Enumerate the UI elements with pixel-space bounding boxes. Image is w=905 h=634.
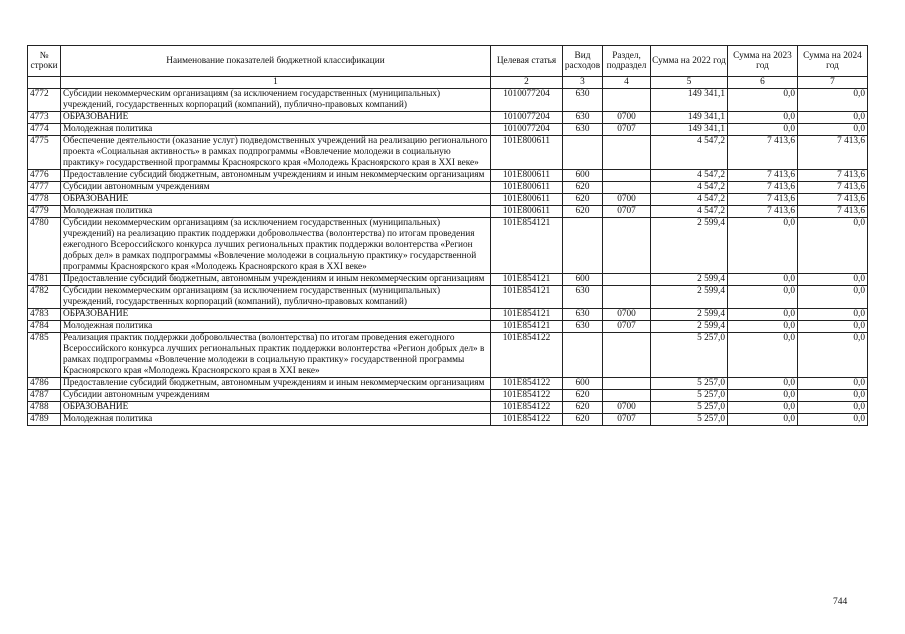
sum-2024-cell: 7 413,6 xyxy=(798,136,868,170)
indicator-name-cell: Молодежная политика xyxy=(61,124,491,136)
section-cell: 0700 xyxy=(603,402,651,414)
table-row xyxy=(28,309,868,321)
target-article-cell: 1010077204 xyxy=(491,124,563,136)
row-number-cell: 4782 xyxy=(28,286,61,309)
table-row xyxy=(28,402,868,414)
sum-2022-cell: 4 547,2 xyxy=(651,194,728,206)
table-row xyxy=(28,194,868,206)
row-number-cell: 4779 xyxy=(28,206,61,218)
sum-2024-cell: 7 413,6 xyxy=(798,170,868,182)
row-number-cell: 4774 xyxy=(28,124,61,136)
section-cell xyxy=(603,170,651,182)
sum-2024-cell: 0,0 xyxy=(798,402,868,414)
expense-kind-cell: 620 xyxy=(563,182,603,194)
expense-kind-cell xyxy=(563,333,603,378)
expense-kind-cell: 630 xyxy=(563,112,603,124)
row-number-cell: 4781 xyxy=(28,274,61,286)
indicator-name-cell: Субсидии некоммерческим организациям (за исключением государственных (муниципальных) учреждений) на реализацию практик поддержки добровольчества (волонтерства) по итогам проведения ежегодного Всероссийского конкурса лучших региональных практик поддержки волонтерства «Регион добрых дел» в рамках подпрограммы «Вовлечение молодежи в социальную практику» государственной программы Красноярского края «Молодежь Красноярского края в XXI веке» xyxy=(61,218,491,274)
indicator-name-cell: Субсидии некоммерческим организациям (за исключением государственных (муниципальных) учреждений, государственных корпораций (компаний), публично-правовых компаний) xyxy=(61,89,491,112)
indicator-name-cell: ОБРАЗОВАНИЕ xyxy=(61,402,491,414)
sum-2022-cell: 4 547,2 xyxy=(651,136,728,170)
sum-2024-cell: 7 413,6 xyxy=(798,194,868,206)
section-cell xyxy=(603,89,651,112)
indicator-name-cell: Субсидии автономным учреждениям xyxy=(61,182,491,194)
sum-2024-cell: 0,0 xyxy=(798,321,868,333)
column-number-row xyxy=(28,77,868,89)
header-target-article: Целевая статья xyxy=(491,46,563,77)
section-cell: 0707 xyxy=(603,206,651,218)
sum-2022-cell: 2 599,4 xyxy=(651,274,728,286)
column-number: 1 xyxy=(61,77,491,89)
sum-2024-cell: 0,0 xyxy=(798,390,868,402)
sum-2023-cell: 0,0 xyxy=(728,402,798,414)
target-article-cell: 101E854121 xyxy=(491,321,563,333)
sum-2022-cell: 5 257,0 xyxy=(651,390,728,402)
table-row xyxy=(28,286,868,309)
indicator-name-cell: Реализация практик поддержки добровольчества (волонтерства) по итогам проведения ежегодного Всероссийского конкурса лучших региональных практик поддержки волонтерства «Регион добрых дел» в рамках подпрограммы «Вовлечение молодежи в социальную практику» государственной программы Красноярского края «Молодежь Красноярского края в XXI веке» xyxy=(61,333,491,378)
table-row xyxy=(28,112,868,124)
indicator-name-cell: ОБРАЗОВАНИЕ xyxy=(61,194,491,206)
expense-kind-cell: 600 xyxy=(563,378,603,390)
table-row xyxy=(28,124,868,136)
sum-2023-cell: 0,0 xyxy=(728,124,798,136)
header-row xyxy=(28,46,868,77)
sum-2023-cell: 0,0 xyxy=(728,309,798,321)
sum-2023-cell: 0,0 xyxy=(728,333,798,378)
indicator-name-cell: ОБРАЗОВАНИЕ xyxy=(61,309,491,321)
sum-2022-cell: 2 599,4 xyxy=(651,309,728,321)
row-number-cell: 4784 xyxy=(28,321,61,333)
row-number-cell: 4777 xyxy=(28,182,61,194)
sum-2022-cell: 149 341,1 xyxy=(651,124,728,136)
sum-2022-cell: 4 547,2 xyxy=(651,170,728,182)
sum-2023-cell: 7 413,6 xyxy=(728,194,798,206)
sum-2023-cell: 7 413,6 xyxy=(728,170,798,182)
table-body xyxy=(28,89,868,426)
column-number: 6 xyxy=(728,77,798,89)
sum-2022-cell: 2 599,4 xyxy=(651,286,728,309)
indicator-name-cell: Предоставление субсидий бюджетным, автономным учреждениям и иным некоммерческим организациям xyxy=(61,274,491,286)
target-article-cell: 101E800611 xyxy=(491,206,563,218)
target-article-cell: 101E854122 xyxy=(491,414,563,426)
expense-kind-cell: 630 xyxy=(563,89,603,112)
row-number-cell: 4789 xyxy=(28,414,61,426)
table-row xyxy=(28,136,868,170)
section-cell: 0700 xyxy=(603,112,651,124)
indicator-name-cell: Молодежная политика xyxy=(61,321,491,333)
section-cell xyxy=(603,286,651,309)
column-number xyxy=(28,77,61,89)
target-article-cell: 101E800611 xyxy=(491,170,563,182)
sum-2024-cell: 0,0 xyxy=(798,309,868,321)
section-cell xyxy=(603,333,651,378)
sum-2024-cell: 7 413,6 xyxy=(798,182,868,194)
sum-2024-cell: 0,0 xyxy=(798,378,868,390)
sum-2022-cell: 149 341,1 xyxy=(651,89,728,112)
indicator-name-cell: Субсидии некоммерческим организациям (за исключением государственных (муниципальных) учреждений, государственных корпораций (компаний), публично-правовых компаний) xyxy=(61,286,491,309)
section-cell xyxy=(603,136,651,170)
column-number: 4 xyxy=(603,77,651,89)
sum-2022-cell: 149 341,1 xyxy=(651,112,728,124)
table-row xyxy=(28,274,868,286)
table-row xyxy=(28,378,868,390)
table-row xyxy=(28,333,868,378)
sum-2022-cell: 4 547,2 xyxy=(651,182,728,194)
section-cell xyxy=(603,182,651,194)
table-row xyxy=(28,321,868,333)
sum-2024-cell: 7 413,6 xyxy=(798,206,868,218)
row-number-cell: 4783 xyxy=(28,309,61,321)
sum-2024-cell: 0,0 xyxy=(798,112,868,124)
section-cell xyxy=(603,390,651,402)
target-article-cell: 101E854121 xyxy=(491,286,563,309)
header-section: Раздел, подраздел xyxy=(603,46,651,77)
section-cell: 0700 xyxy=(603,194,651,206)
sum-2022-cell: 5 257,0 xyxy=(651,402,728,414)
indicator-name-cell: Молодежная политика xyxy=(61,414,491,426)
section-cell xyxy=(603,218,651,274)
expense-kind-cell xyxy=(563,136,603,170)
expense-kind-cell: 600 xyxy=(563,274,603,286)
header-name: Наименование показателей бюджетной классификации xyxy=(61,46,491,77)
row-number-cell: 4785 xyxy=(28,333,61,378)
sum-2023-cell: 0,0 xyxy=(728,218,798,274)
table-row xyxy=(28,182,868,194)
table-row xyxy=(28,170,868,182)
sum-2023-cell: 0,0 xyxy=(728,286,798,309)
target-article-cell: 101E854122 xyxy=(491,378,563,390)
column-number: 3 xyxy=(563,77,603,89)
sum-2022-cell: 2 599,4 xyxy=(651,321,728,333)
row-number-cell: 4778 xyxy=(28,194,61,206)
expense-kind-cell: 630 xyxy=(563,286,603,309)
section-cell: 0707 xyxy=(603,124,651,136)
indicator-name-cell: ОБРАЗОВАНИЕ xyxy=(61,112,491,124)
sum-2024-cell: 0,0 xyxy=(798,274,868,286)
target-article-cell: 101E800611 xyxy=(491,136,563,170)
sum-2023-cell: 0,0 xyxy=(728,112,798,124)
target-article-cell: 101E854121 xyxy=(491,218,563,274)
sum-2023-cell: 0,0 xyxy=(728,414,798,426)
sum-2022-cell: 4 547,2 xyxy=(651,206,728,218)
row-number-cell: 4773 xyxy=(28,112,61,124)
indicator-name-cell: Молодежная политика xyxy=(61,206,491,218)
section-cell xyxy=(603,378,651,390)
expense-kind-cell: 620 xyxy=(563,390,603,402)
row-number-cell: 4780 xyxy=(28,218,61,274)
table-row xyxy=(28,414,868,426)
expense-kind-cell: 630 xyxy=(563,309,603,321)
expense-kind-cell: 620 xyxy=(563,194,603,206)
indicator-name-cell: Предоставление субсидий бюджетным, автономным учреждениям и иным некоммерческим организациям xyxy=(61,378,491,390)
target-article-cell: 101E854122 xyxy=(491,390,563,402)
header-row-number: № строки xyxy=(28,46,61,77)
column-number: 5 xyxy=(651,77,728,89)
sum-2023-cell: 7 413,6 xyxy=(728,206,798,218)
row-number-cell: 4775 xyxy=(28,136,61,170)
sum-2022-cell: 5 257,0 xyxy=(651,414,728,426)
sum-2023-cell: 7 413,6 xyxy=(728,182,798,194)
section-cell: 0707 xyxy=(603,414,651,426)
row-number-cell: 4788 xyxy=(28,402,61,414)
column-number: 2 xyxy=(491,77,563,89)
table-row xyxy=(28,218,868,274)
expense-kind-cell: 630 xyxy=(563,124,603,136)
sum-2023-cell: 7 413,6 xyxy=(728,136,798,170)
section-cell: 0707 xyxy=(603,321,651,333)
table-row xyxy=(28,390,868,402)
sum-2023-cell: 0,0 xyxy=(728,321,798,333)
column-number: 7 xyxy=(798,77,868,89)
sum-2024-cell: 0,0 xyxy=(798,218,868,274)
target-article-cell: 101E854122 xyxy=(491,333,563,378)
table-row xyxy=(28,206,868,218)
target-article-cell: 101E854121 xyxy=(491,309,563,321)
sum-2022-cell: 5 257,0 xyxy=(651,378,728,390)
sum-2024-cell: 0,0 xyxy=(798,89,868,112)
sum-2022-cell: 5 257,0 xyxy=(651,333,728,378)
expense-kind-cell: 600 xyxy=(563,170,603,182)
section-cell xyxy=(603,274,651,286)
section-cell: 0700 xyxy=(603,309,651,321)
header-sum-2023: Сумма на 2023 год xyxy=(728,46,798,77)
sum-2024-cell: 0,0 xyxy=(798,414,868,426)
budget-table xyxy=(27,45,868,426)
expense-kind-cell: 620 xyxy=(563,414,603,426)
header-expense-kind: Вид расходов xyxy=(563,46,603,77)
sum-2023-cell: 0,0 xyxy=(728,378,798,390)
table-row xyxy=(28,89,868,112)
indicator-name-cell: Предоставление субсидий бюджетным, автономным учреждениям и иным некоммерческим организациям xyxy=(61,170,491,182)
indicator-name-cell: Обеспечение деятельности (оказание услуг) подведомственных учреждений на реализацию регионального проекта «Социальная активность» в рамках подпрограммы «Вовлечение молодежи в социальную практику» государственной программы Красноярского края «Молодежь Красноярского края в XXI веке» xyxy=(61,136,491,170)
row-number-cell: 4786 xyxy=(28,378,61,390)
target-article-cell: 101E800611 xyxy=(491,182,563,194)
row-number-cell: 4787 xyxy=(28,390,61,402)
sum-2024-cell: 0,0 xyxy=(798,333,868,378)
target-article-cell: 101E800611 xyxy=(491,194,563,206)
row-number-cell: 4776 xyxy=(28,170,61,182)
expense-kind-cell xyxy=(563,218,603,274)
page-number: 744 xyxy=(833,597,848,607)
sum-2024-cell: 0,0 xyxy=(798,286,868,309)
sum-2023-cell: 0,0 xyxy=(728,274,798,286)
expense-kind-cell: 630 xyxy=(563,321,603,333)
sum-2023-cell: 0,0 xyxy=(728,89,798,112)
sum-2024-cell: 0,0 xyxy=(798,124,868,136)
sum-2023-cell: 0,0 xyxy=(728,390,798,402)
target-article-cell: 1010077204 xyxy=(491,89,563,112)
indicator-name-cell: Субсидии автономным учреждениям xyxy=(61,390,491,402)
header-sum-2022: Сумма на 2022 год xyxy=(651,46,728,77)
expense-kind-cell: 620 xyxy=(563,206,603,218)
sum-2022-cell: 2 599,4 xyxy=(651,218,728,274)
target-article-cell: 101E854122 xyxy=(491,402,563,414)
header-sum-2024: Сумма на 2024 год xyxy=(798,46,868,77)
row-number-cell: 4772 xyxy=(28,89,61,112)
target-article-cell: 101E854121 xyxy=(491,274,563,286)
target-article-cell: 1010077204 xyxy=(491,112,563,124)
expense-kind-cell: 620 xyxy=(563,402,603,414)
